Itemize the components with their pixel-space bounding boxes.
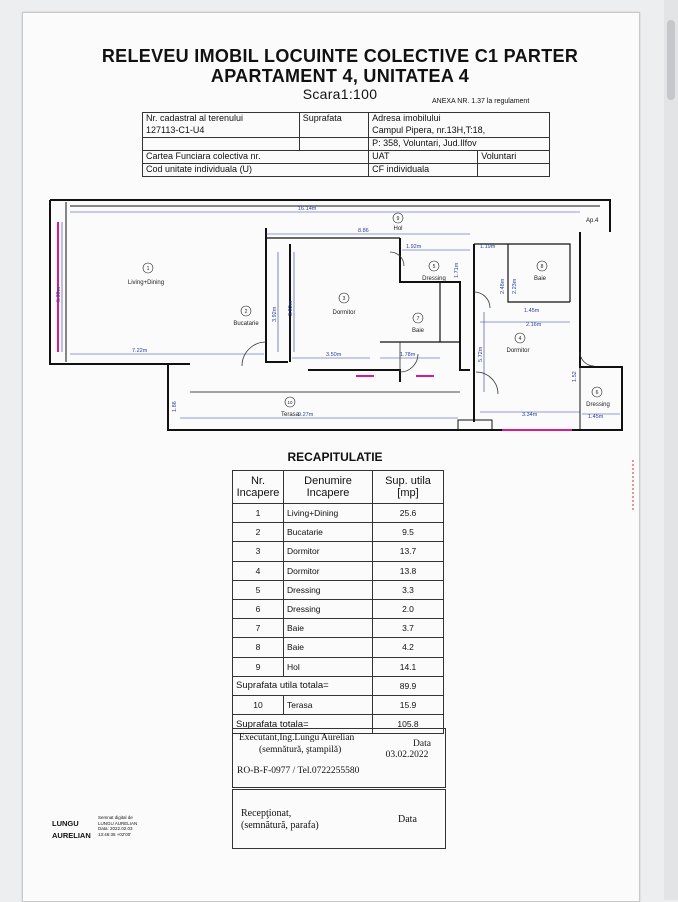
land-book-label: Cartea Funciara colectiva nr. <box>143 151 369 164</box>
cell-nr: 4 <box>233 561 284 580</box>
cell-name: Living+Dining <box>284 504 373 523</box>
table-row <box>233 504 444 523</box>
room-name: Dormitor <box>506 348 530 354</box>
cell-name: Bucatarie <box>284 523 373 542</box>
room-name: Hol <box>393 226 403 232</box>
cell-name: Dormitor <box>284 542 373 561</box>
date-label: Data <box>413 739 431 749</box>
apartment-label: Ap.4 <box>586 218 599 224</box>
reception-signature-note: (semnătură, parafa) <box>241 820 319 831</box>
col-header-nr: Nr. Incapere <box>233 471 284 504</box>
room-marker <box>586 387 610 408</box>
cell-sup: 13.7 <box>373 542 444 561</box>
table-row <box>233 580 444 599</box>
scrollbar[interactable] <box>664 0 678 900</box>
room-num: 5 <box>432 264 436 270</box>
table-row <box>233 599 444 618</box>
reception-label: Recepţionat, <box>241 808 292 819</box>
room-marker <box>393 213 403 232</box>
dim-dorm4: 2.16m <box>526 322 542 328</box>
dim-dressing1: 1.92m <box>406 244 422 250</box>
address-label: Adresa imobilului <box>369 113 550 126</box>
dim-dormitor: 3.50m <box>326 352 342 358</box>
document-title: RELEVEU IMOBIL LOCUINTE COLECTIVE C1 PARTER <box>101 46 579 66</box>
address-line2: P: 358, Voluntari, Jud.Ilfov <box>369 138 550 151</box>
scrollbar-thumb[interactable] <box>667 20 675 100</box>
cadastral-value: 127113-C1-U4 <box>143 125 300 138</box>
address-line1: Campul Pipera, nr.13H,T:18, <box>369 125 550 138</box>
dim-334: 3.34m <box>522 412 538 418</box>
room-marker <box>281 397 300 418</box>
cell-sup: 2.0 <box>373 599 444 618</box>
dim-terasa: 9.27m <box>298 412 314 418</box>
door-arc <box>580 352 594 366</box>
cell-nr: 5 <box>233 580 284 599</box>
plan-wall <box>266 228 288 362</box>
reception-box <box>232 789 446 849</box>
room-marker <box>422 261 446 282</box>
table-row <box>233 695 444 714</box>
room-name: Baie <box>533 276 547 282</box>
room-name: Bucatarie <box>233 321 259 327</box>
cell-name: Dormitor <box>284 561 373 580</box>
cell-name: Baie <box>284 619 373 638</box>
recap-title: RECAPITULATIE <box>287 450 383 464</box>
room-name: Living+Dining <box>127 280 165 286</box>
dim-h1: 5.39m <box>56 286 62 302</box>
cf-label: CF individuala <box>369 164 478 177</box>
room-name: Dressing <box>422 276 446 282</box>
dim-h6: 5.72m <box>478 346 484 362</box>
room-name: Terasa <box>280 412 300 418</box>
col-header-name: Denumire Incapere <box>284 471 373 504</box>
room-name: Baie <box>411 328 425 334</box>
dim-total: 16.14m <box>298 206 317 212</box>
uat-label: UAT <box>369 151 478 164</box>
signature-name2: AURELIAN <box>52 831 91 840</box>
cell-sup: 13.8 <box>373 561 444 580</box>
plan-wall <box>308 370 400 382</box>
room-marker <box>128 263 164 286</box>
cell-sup: 3.3 <box>373 580 444 599</box>
plan-wall <box>50 200 190 364</box>
cell-sup: 9.5 <box>373 523 444 542</box>
door-arc <box>474 292 490 308</box>
uat-value: Voluntari <box>478 151 550 164</box>
cell-nr: 3 <box>233 542 284 561</box>
plan-wall <box>400 238 470 370</box>
grand-total-label: Suprafata totala= <box>233 715 373 734</box>
reception-text <box>241 808 319 832</box>
room-num: 8 <box>540 264 544 270</box>
cell-nr: 2 <box>233 523 284 542</box>
room-num: 2 <box>244 309 248 315</box>
door-arc <box>476 372 498 394</box>
annex-note: ANEXA NR. 1.37 la regulament <box>432 98 530 105</box>
cell-name: Hol <box>284 657 373 676</box>
plan-wall <box>50 200 610 232</box>
cell-nr: 6 <box>233 599 284 618</box>
cell-name: Baie <box>284 638 373 657</box>
room-num: 10 <box>287 400 293 405</box>
dim-side6: 1.52 <box>572 371 578 382</box>
room-num: 1 <box>146 266 150 272</box>
dim-living: 7.22m <box>132 348 148 354</box>
dim-terasa-side: 1.86 <box>172 401 178 412</box>
table-row <box>233 561 444 580</box>
cell-nr: 8 <box>233 638 284 657</box>
cf-value <box>478 164 550 177</box>
room-name: Dormitor <box>332 310 356 316</box>
usable-total-label: Suprafata utila totala= <box>233 676 373 695</box>
table-row <box>233 619 444 638</box>
room-marker <box>332 293 355 316</box>
usable-total-row <box>233 676 444 695</box>
cell-sup: 14.1 <box>373 657 444 676</box>
cell-nr: 10 <box>233 695 284 714</box>
reception-date-label: Data <box>398 814 417 825</box>
margin-mark-icon <box>630 460 636 510</box>
cell-name: Dressing <box>284 580 373 599</box>
room-num: 9 <box>396 216 400 222</box>
empty-cell <box>299 138 368 151</box>
digital-signature-name <box>52 818 91 842</box>
property-info-table <box>142 112 550 177</box>
date-value: 03.02.2022 <box>385 750 429 760</box>
dim-baie8: 1.45m <box>524 308 540 314</box>
plan-wall <box>474 244 570 302</box>
room-marker <box>412 313 425 334</box>
empty-cell <box>143 138 300 151</box>
executant-date <box>385 739 431 761</box>
signature-detail: Semnat digital de <box>98 815 133 820</box>
cell-name: Dressing <box>284 599 373 618</box>
table-row <box>233 542 444 561</box>
dim-hol: 8.86 <box>358 228 369 234</box>
room-num: 3 <box>342 296 346 302</box>
dim-h3: 3.92m <box>288 300 294 316</box>
signature-detail: 13:46:35 +02'00' <box>98 831 132 837</box>
surface-label: Suprafata <box>299 113 368 126</box>
executant-box <box>232 728 446 788</box>
dim-baie: 1.78m <box>400 352 416 358</box>
dim-h5: 2.48m <box>500 278 506 294</box>
dim-h2: 3.92m <box>272 306 278 322</box>
scale-label: Scara1:100 <box>302 86 378 102</box>
room-num: 7 <box>416 316 420 322</box>
floor-plan <box>40 192 640 442</box>
signature-name1: LUNGU <box>52 819 79 828</box>
unit-code-label: Cod unitate individuala (U) <box>143 164 369 177</box>
plan-wall <box>440 282 460 342</box>
cell-nr: 7 <box>233 619 284 638</box>
executant-signature-note: (semnătură, ştampilă) <box>259 745 342 755</box>
table-row <box>233 657 444 676</box>
surface-value <box>299 125 368 138</box>
cell-name: Terasa <box>284 695 373 714</box>
room-num: 6 <box>595 390 599 396</box>
recap-table <box>232 470 444 734</box>
document-subtitle: APARTAMENT 4, UNITATEA 4 <box>210 66 470 86</box>
usable-total-value: 89.9 <box>373 676 444 695</box>
signature-detail: Data: 2022.02.03 <box>98 826 133 831</box>
table-row <box>233 638 444 657</box>
room-name: Dressing <box>586 402 610 408</box>
room-marker <box>233 306 259 327</box>
cadastral-label: Nr. cadastral al terenului <box>143 113 300 126</box>
executant-authorization: RO-B-F-0977 / Tel.0722255580 <box>237 766 360 776</box>
cell-sup: 3.7 <box>373 619 444 638</box>
grand-total-value: 105.8 <box>373 715 444 734</box>
dim-h4: 1.71m <box>454 262 460 278</box>
signature-detail: LUNGU AURELIAN <box>98 820 138 826</box>
room-marker <box>534 261 547 282</box>
digital-signature-details <box>98 815 137 837</box>
cell-sup: 4.2 <box>373 638 444 657</box>
door-arc <box>390 252 404 266</box>
table-row <box>233 523 444 542</box>
dim-dress6: 1.45m <box>588 414 604 420</box>
cell-sup: 15.9 <box>373 695 444 714</box>
room-num: 4 <box>518 336 522 342</box>
dim-dressing2: 1.19m <box>480 244 496 250</box>
col-header-sup: Sup. utila [mp] <box>373 471 444 504</box>
cell-sup: 25.6 <box>373 504 444 523</box>
executant-name: Executant,Ing.Lungu Aurelian <box>239 733 355 743</box>
cell-nr: 1 <box>233 504 284 523</box>
dim-h7: 2.23m <box>512 278 518 294</box>
terrace-wall <box>168 364 460 430</box>
cell-nr: 9 <box>233 657 284 676</box>
room-marker <box>506 333 529 354</box>
